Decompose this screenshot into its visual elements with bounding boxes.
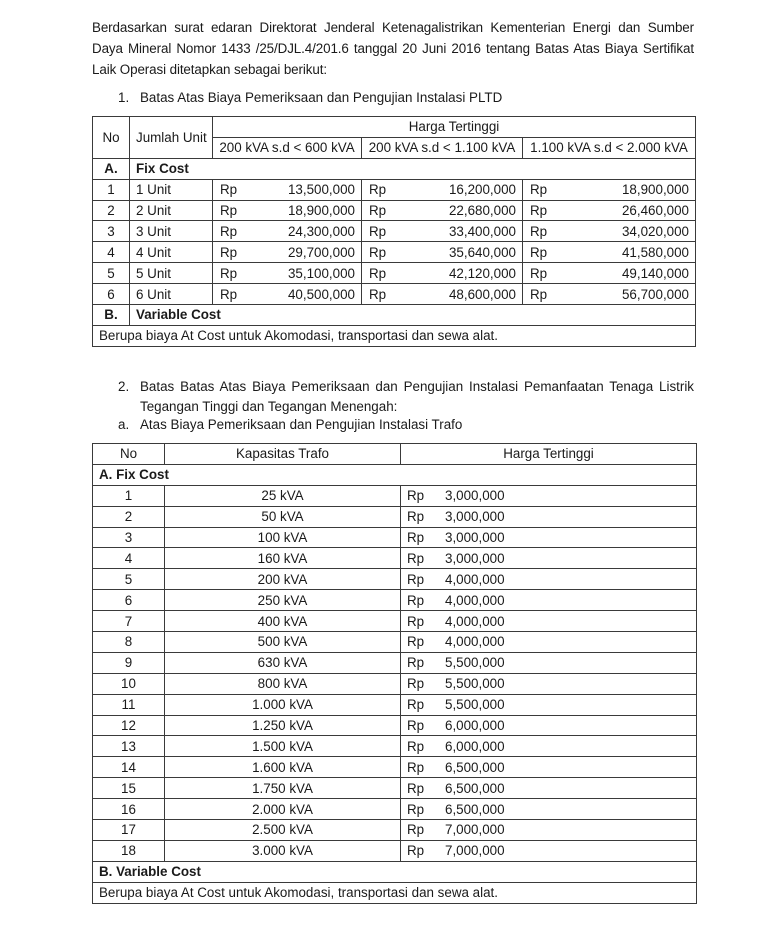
price-value: 6,500,000 [445, 759, 505, 775]
price-cell [213, 179, 362, 200]
price-value: 3,000,000 [445, 509, 505, 525]
row-no: 1 [93, 179, 130, 200]
trafo-cost-table [92, 443, 697, 904]
section2a-number: a. [118, 417, 130, 432]
price-value: 6,000,000 [445, 718, 505, 734]
price-value: 29,700,000 [287, 244, 355, 260]
table-row [93, 200, 696, 221]
price-cell [401, 632, 697, 653]
price-value: 5,500,000 [445, 676, 505, 692]
row-unit: 6 Unit [130, 284, 213, 305]
row-no: 18 [93, 840, 165, 861]
price-cell [401, 527, 697, 548]
price-value: 7,000,000 [445, 843, 505, 859]
price-cell [401, 506, 697, 527]
section2-title-line2: Tegangan Tinggi dan Tegangan Menengah: [140, 399, 398, 414]
table-row [93, 820, 697, 841]
price-cell [401, 840, 697, 861]
price-value: 49,140,000 [621, 265, 690, 281]
currency-label: Rp [369, 286, 387, 302]
row-no: 14 [93, 757, 165, 778]
currency-label: Rp [407, 822, 425, 838]
price-value: 42,120,000 [448, 265, 516, 281]
price-cell [362, 179, 523, 200]
price-value: 40,500,000 [287, 286, 355, 302]
row-no: 4 [93, 548, 165, 569]
table-row [93, 611, 697, 632]
currency-label: Rp [220, 182, 238, 198]
currency-label: Rp [407, 550, 425, 566]
row-no: 15 [93, 778, 165, 799]
price-cell [213, 221, 362, 242]
table-row [93, 778, 697, 799]
price-cell [523, 242, 696, 263]
price-cell [362, 200, 523, 221]
currency-label: Rp [220, 223, 238, 239]
fix-cost-label: Fix Cost [130, 158, 696, 179]
currency-label: Rp [407, 780, 425, 796]
price-value: 35,100,000 [287, 265, 355, 281]
price-value: 34,020,000 [621, 223, 690, 239]
price-value: 24,300,000 [287, 223, 355, 239]
price-value: 6,500,000 [445, 780, 505, 796]
row-no: 17 [93, 820, 165, 841]
currency-label: Rp [407, 530, 425, 545]
price-cell [401, 548, 697, 569]
table-row [93, 840, 697, 861]
intro-paragraph: Berdasarkan surat edaran Direktorat Jenderal Ketenagalistrikan Kementerian Energi dan Sumber Daya Mineral Nomor 1433 /25/DJL.4/201.6 tanggal 20 Juni 2016 tentang Batas Atas Biaya Sertifikat Laik Operasi ditetapkan sebagai berikut: [92, 20, 694, 77]
fix-cost-label-no: A. [93, 158, 130, 179]
variable-cost-note: Berupa biaya At Cost untuk Akomodasi, transportasi dan sewa alat. [93, 325, 696, 346]
price-cell [523, 263, 696, 284]
currency-label: Rp [220, 265, 238, 281]
table-row [93, 694, 697, 715]
currency-label: Rp [407, 571, 425, 587]
table-row [93, 221, 696, 242]
row-capacity: 25 kVA [165, 485, 401, 506]
currency-label: Rp [407, 843, 425, 859]
price-value: 4,000,000 [445, 634, 505, 650]
row-no: 4 [93, 242, 130, 263]
price-cell [362, 284, 523, 305]
price-value: 48,600,000 [448, 286, 516, 302]
price-value: 3,000,000 [445, 550, 505, 566]
section1-heading [118, 87, 502, 108]
currency-label: Rp [407, 738, 425, 754]
table-row [93, 652, 697, 673]
table-row [93, 263, 696, 284]
price-cell [523, 200, 696, 221]
row-no: 12 [93, 715, 165, 736]
row-no: 9 [93, 652, 165, 673]
header-range-3: 1.100 kVA s.d < 2.000 kVA [523, 137, 696, 158]
currency-label: Rp [407, 676, 425, 692]
row-unit: 3 Unit [130, 221, 213, 242]
currency-label: Rp [369, 265, 387, 281]
table-header-row [93, 444, 697, 465]
price-cell [523, 221, 696, 242]
row-capacity: 800 kVA [165, 673, 401, 694]
row-capacity: 630 kVA [165, 652, 401, 673]
price-value: 26,460,000 [621, 203, 690, 218]
row-no: 6 [93, 590, 165, 611]
row-no: 2 [93, 200, 130, 221]
variable-cost-label-no: B. [93, 305, 130, 326]
price-cell [213, 284, 362, 305]
currency-label: Rp [407, 488, 425, 504]
table-row [93, 569, 697, 590]
price-cell [401, 673, 697, 694]
row-no: 13 [93, 736, 165, 757]
price-cell [213, 242, 362, 263]
price-value: 4,000,000 [445, 571, 505, 587]
currency-label: Rp [407, 801, 425, 817]
header-harga-tertinggi: Harga Tertinggi [213, 117, 696, 138]
row-capacity: 1.600 kVA [165, 757, 401, 778]
row-capacity: 500 kVA [165, 632, 401, 653]
row-unit: 2 Unit [130, 200, 213, 221]
row-capacity: 100 kVA [165, 527, 401, 548]
row-no: 1 [93, 485, 165, 506]
price-value: 3,000,000 [445, 530, 505, 545]
row-no: 3 [93, 527, 165, 548]
currency-label: Rp [530, 203, 548, 218]
variable-cost-label: B. Variable Cost [93, 861, 697, 882]
header-range-2: 200 kVA s.d < 1.100 kVA [362, 137, 523, 158]
table-row [93, 548, 697, 569]
price-cell [362, 242, 523, 263]
price-value: 18,900,000 [621, 182, 690, 198]
row-capacity: 250 kVA [165, 590, 401, 611]
fix-cost-row [93, 464, 697, 485]
price-cell [362, 221, 523, 242]
price-value: 6,500,000 [445, 801, 505, 817]
row-no: 5 [93, 569, 165, 590]
row-no: 7 [93, 611, 165, 632]
pltd-cost-table [92, 116, 696, 347]
row-capacity: 160 kVA [165, 548, 401, 569]
header-jumlah-unit: Jumlah Unit [130, 117, 213, 159]
price-cell [401, 799, 697, 820]
row-capacity: 1.500 kVA [165, 736, 401, 757]
row-capacity: 1.000 kVA [165, 694, 401, 715]
currency-label: Rp [530, 223, 548, 239]
price-cell [401, 590, 697, 611]
section1-title: Batas Atas Biaya Pemeriksaan dan Pengujian Instalasi PLTD [140, 90, 503, 105]
variable-cost-row [93, 861, 697, 882]
price-value: 33,400,000 [448, 223, 516, 239]
currency-label: Rp [407, 613, 425, 629]
price-value: 16,200,000 [448, 182, 516, 198]
price-value: 3,000,000 [445, 488, 505, 504]
currency-label: Rp [369, 244, 387, 260]
table-row [93, 715, 697, 736]
table-row [93, 242, 696, 263]
price-cell [401, 652, 697, 673]
currency-label: Rp [407, 759, 425, 775]
price-value: 7,000,000 [445, 822, 505, 838]
table-row [93, 632, 697, 653]
row-no: 5 [93, 263, 130, 284]
price-value: 5,500,000 [445, 655, 505, 671]
section2-number: 2. [118, 379, 130, 394]
section2-title-line1: Batas Batas Atas Biaya Pemeriksaan dan Pengujian Instalasi Pemanfaatan Tenaga Listrik [140, 379, 694, 394]
price-cell [401, 694, 697, 715]
price-cell [523, 179, 696, 200]
note-row [93, 882, 697, 903]
row-capacity: 50 kVA [165, 506, 401, 527]
table-row [93, 179, 696, 200]
row-no: 11 [93, 694, 165, 715]
price-cell [401, 485, 697, 506]
price-cell [401, 757, 697, 778]
section2-heading-line1 [118, 376, 694, 397]
price-value: 35,640,000 [448, 244, 516, 260]
price-cell [401, 820, 697, 841]
price-cell [523, 284, 696, 305]
currency-label: Rp [407, 592, 425, 608]
row-capacity: 2.500 kVA [165, 820, 401, 841]
row-capacity: 1.750 kVA [165, 778, 401, 799]
section2a-title: Atas Biaya Pemeriksaan dan Pengujian Instalasi Trafo [140, 417, 463, 432]
section2a-heading [118, 414, 462, 435]
row-no: 10 [93, 673, 165, 694]
price-value: 4,000,000 [445, 613, 505, 629]
row-capacity: 2.000 kVA [165, 799, 401, 820]
price-cell [401, 611, 697, 632]
header-harga-tertinggi: Harga Tertinggi [401, 444, 697, 465]
currency-label: Rp [530, 244, 548, 260]
price-value: 4,000,000 [445, 592, 505, 608]
table-row [93, 284, 696, 305]
currency-label: Rp [220, 244, 238, 260]
row-capacity: 1.250 kVA [165, 715, 401, 736]
row-capacity: 200 kVA [165, 569, 401, 590]
row-no: 3 [93, 221, 130, 242]
currency-label: Rp [530, 265, 548, 281]
price-value: 56,700,000 [621, 286, 690, 302]
row-unit: 4 Unit [130, 242, 213, 263]
header-kapasitas-trafo: Kapasitas Trafo [165, 444, 401, 465]
price-value: 13,500,000 [287, 182, 355, 198]
row-unit: 1 Unit [130, 179, 213, 200]
row-no: 6 [93, 284, 130, 305]
currency-label: Rp [407, 509, 425, 525]
currency-label: Rp [407, 718, 425, 734]
table-row [93, 527, 697, 548]
table-row [93, 799, 697, 820]
row-no: 8 [93, 632, 165, 653]
row-capacity: 3.000 kVA [165, 840, 401, 861]
table-row [93, 485, 697, 506]
price-value: 18,900,000 [287, 203, 355, 218]
price-cell [401, 715, 697, 736]
fix-cost-row [93, 158, 696, 179]
currency-label: Rp [220, 203, 238, 218]
currency-label: Rp [407, 655, 425, 671]
section1-number: 1. [118, 90, 130, 105]
table-row [93, 736, 697, 757]
price-value: 5,500,000 [445, 697, 505, 713]
currency-label: Rp [369, 223, 387, 239]
table-row [93, 590, 697, 611]
variable-cost-label: Variable Cost [130, 305, 696, 326]
price-cell [401, 736, 697, 757]
price-cell [401, 569, 697, 590]
header-no: No [93, 444, 165, 465]
currency-label: Rp [530, 286, 548, 302]
header-range-1: 200 kVA s.d < 600 kVA [213, 137, 362, 158]
table-row [93, 757, 697, 778]
currency-label: Rp [369, 203, 387, 218]
header-no: No [93, 117, 130, 159]
currency-label: Rp [530, 182, 548, 198]
price-value: 6,000,000 [445, 738, 505, 754]
currency-label: Rp [407, 697, 425, 713]
currency-label: Rp [369, 182, 387, 198]
table-row [93, 506, 697, 527]
row-no: 16 [93, 799, 165, 820]
note-row [93, 325, 696, 346]
row-capacity: 400 kVA [165, 611, 401, 632]
price-cell [213, 263, 362, 284]
row-no: 2 [93, 506, 165, 527]
variable-cost-row [93, 305, 696, 326]
row-unit: 5 Unit [130, 263, 213, 284]
table-header-row [93, 117, 696, 138]
variable-cost-note: Berupa biaya At Cost untuk Akomodasi, transportasi dan sewa alat. [93, 882, 697, 903]
price-cell [362, 263, 523, 284]
price-value: 22,680,000 [448, 203, 516, 218]
price-cell [213, 200, 362, 221]
table-row [93, 673, 697, 694]
fix-cost-label: A. Fix Cost [93, 464, 697, 485]
price-cell [401, 778, 697, 799]
currency-label: Rp [220, 286, 238, 302]
currency-label: Rp [407, 634, 425, 650]
price-value: 41,580,000 [621, 244, 690, 260]
